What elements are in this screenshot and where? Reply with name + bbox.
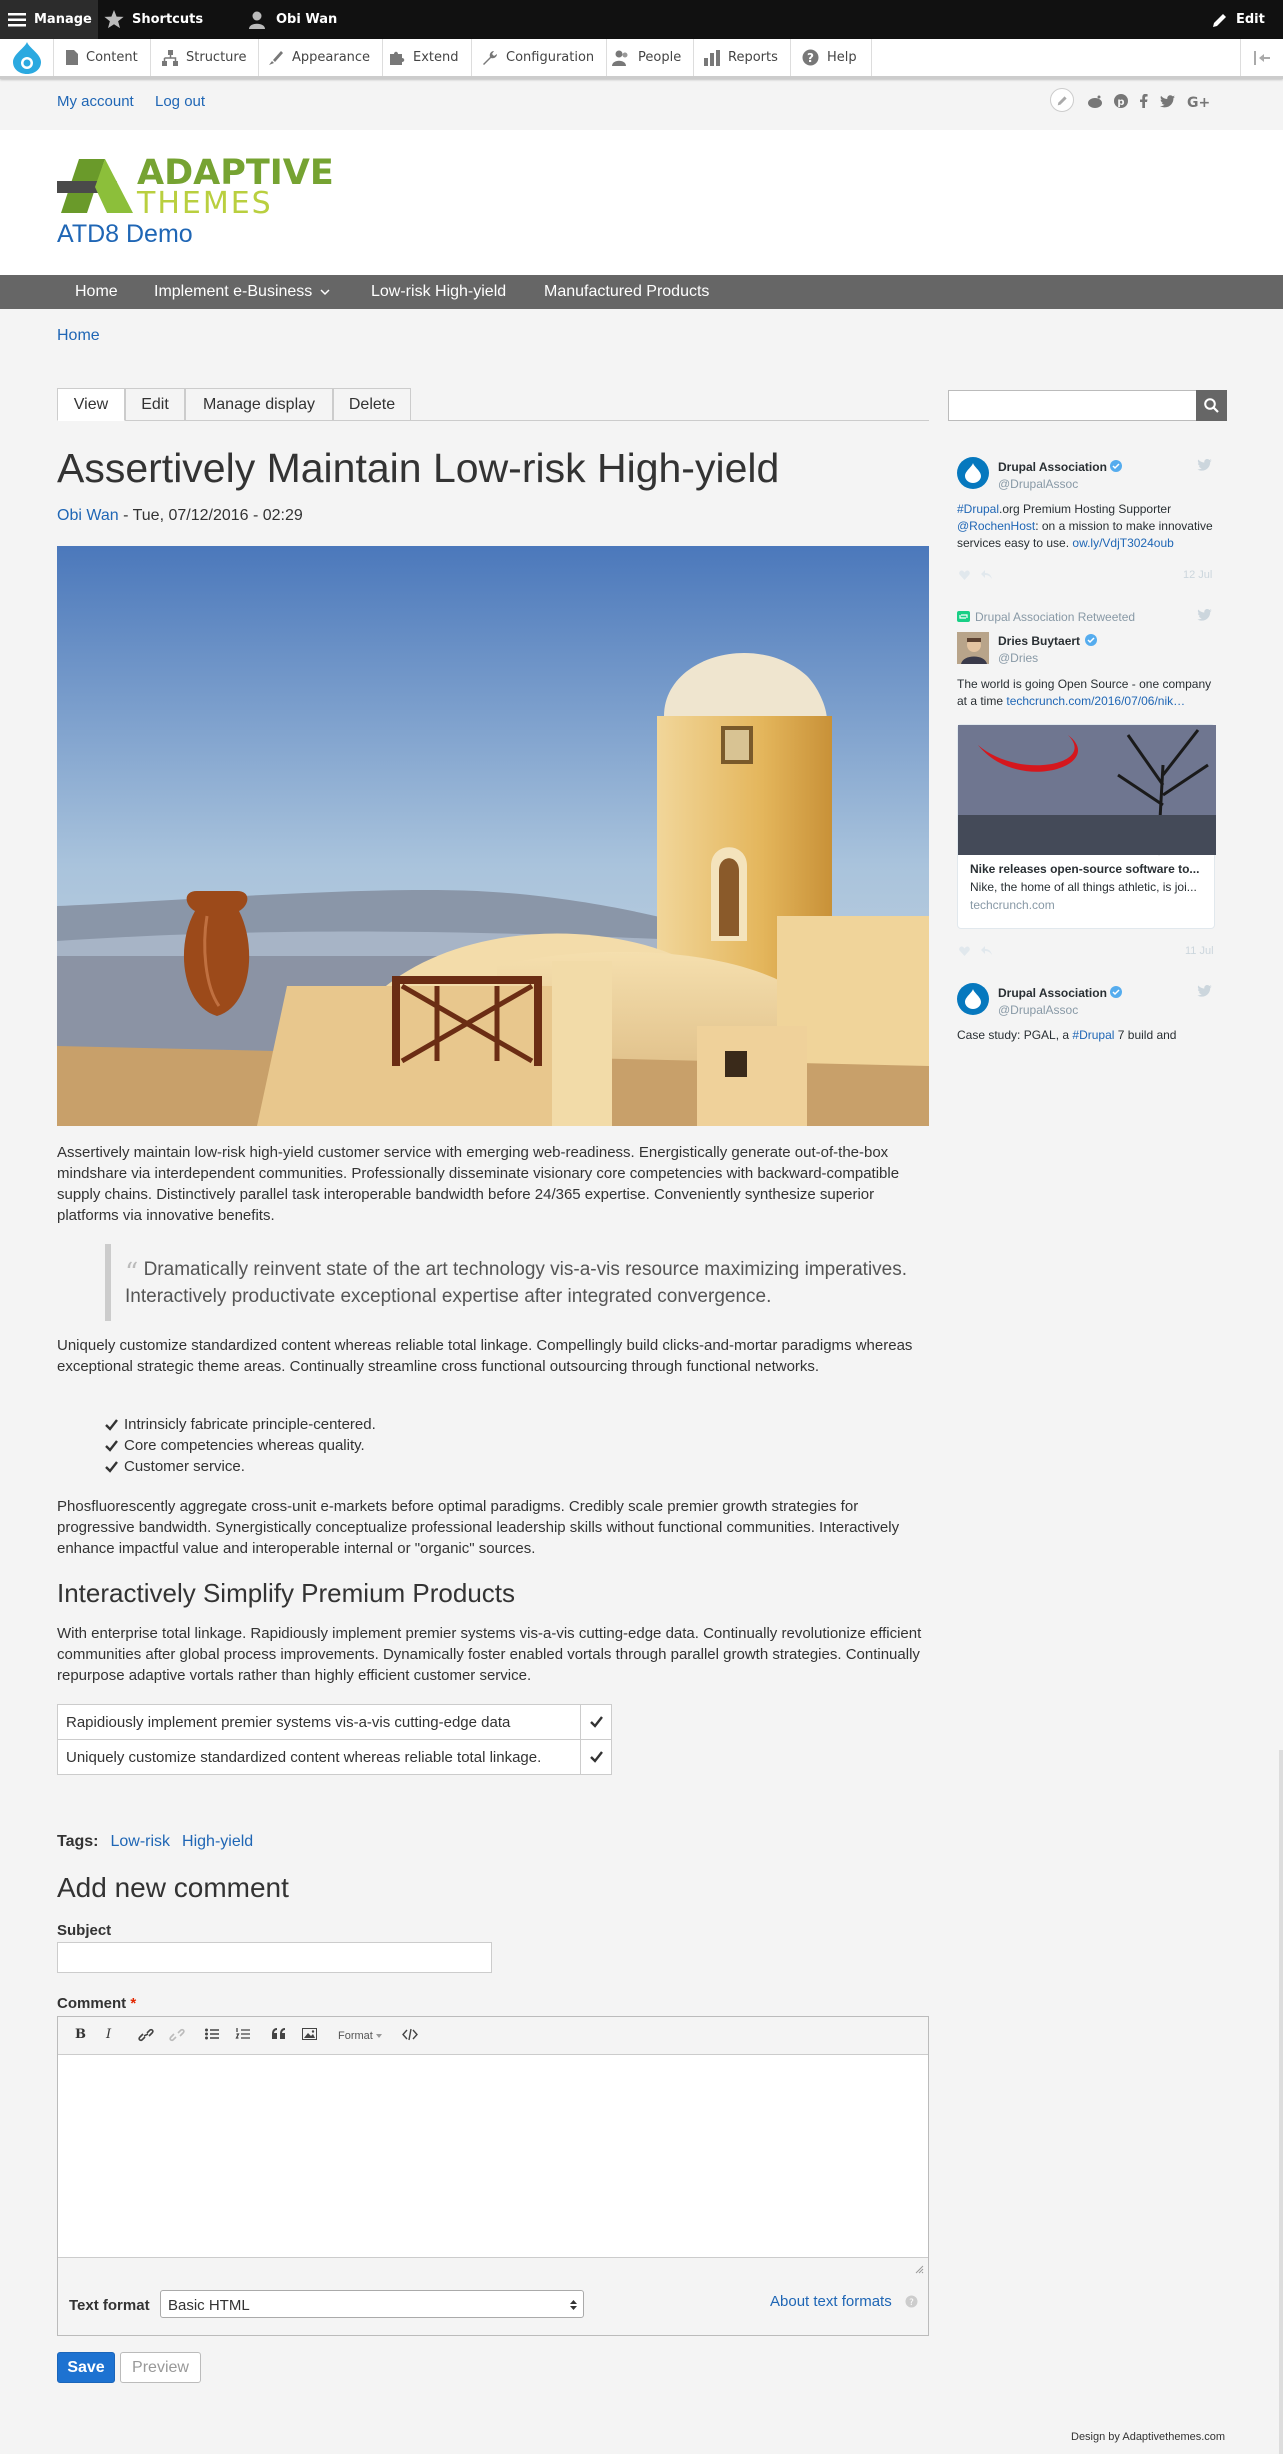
logo-text-adaptive: ADAPTIVE [137, 153, 334, 193]
tweet-date[interactable]: 11 Jul [1185, 945, 1214, 957]
tweet [957, 455, 1215, 585]
tweet-handle[interactable]: @DrupalAssoc [998, 477, 1079, 491]
link-card[interactable] [957, 724, 1215, 929]
feature-table [57, 1704, 612, 1775]
admin-tray [0, 39, 1283, 79]
bar-chart-icon [704, 50, 720, 66]
table-row [58, 1740, 612, 1775]
menu-reports-label: Reports [728, 50, 778, 65]
subject-label: Subject [57, 1922, 112, 1939]
tabs-divider [411, 420, 929, 421]
file-icon [66, 50, 78, 65]
tags [57, 1833, 253, 1851]
body-paragraph-4: With enterprise total linkage. Rapidiously implement premier systems vis-a-vis cutting-edge data. Continually revolutionize efficient communities after global process improvements. Dynamically foster enabled vortals through parallel growth strategies. Continually repurpose adaptive vortals rather than highly efficient customer service. [57, 1625, 922, 1684]
search-button[interactable] [1196, 390, 1227, 421]
list-item [105, 1435, 376, 1456]
ckeditor [57, 2016, 929, 2336]
pinterest-icon[interactable] [1114, 94, 1128, 108]
heart-icon[interactable] [959, 946, 970, 956]
table-row [58, 1705, 612, 1740]
person-avatar-icon [957, 632, 989, 664]
contextual-edit-button[interactable] [1050, 88, 1074, 112]
select-arrows-icon [570, 2299, 577, 2311]
site-header [0, 130, 1283, 275]
pencil-icon [1212, 12, 1228, 28]
svg-text:G+: G+ [1187, 94, 1211, 111]
manage-label: Manage [34, 12, 92, 27]
save-button[interactable]: Save [57, 2352, 115, 2383]
star-icon [104, 10, 124, 29]
google-plus-icon[interactable] [1187, 94, 1211, 111]
body-paragraph-3: Phosfluorescently aggregate cross-unit e-markets before optimal paradigms. Credibly scale premier growth strategies for progressive bandwidth. Synergistically conceptualize professional leadership skills without functional communities. Interactively enhance impactful value and interoperable internal or "organic" sources. [57, 1498, 900, 1557]
checklist [105, 1414, 376, 1477]
nav-item-implement-e-business[interactable] [154, 275, 330, 309]
tweet-author[interactable]: Drupal Association [998, 986, 1107, 1000]
hashtag-link[interactable]: #Drupal [1072, 1028, 1115, 1042]
collapse-left-icon [1254, 51, 1270, 65]
mention-link[interactable]: @RochenHost [957, 519, 1036, 533]
tweet-text-part: Case study: PGAL, a [957, 1028, 1073, 1042]
text-format-value: Basic HTML [168, 2297, 250, 2314]
tweet-author[interactable]: Dries Buytaert [998, 634, 1081, 648]
drupal-avatar-icon [957, 457, 989, 489]
tweet-date[interactable]: 12 Jul [1183, 569, 1213, 581]
preview-button[interactable]: Preview [120, 2352, 201, 2383]
list-item-text: Core competencies whereas quality. [124, 1437, 365, 1454]
source-code-icon[interactable] [402, 2029, 418, 2040]
verified-icon [1110, 460, 1122, 472]
site-logo[interactable] [57, 153, 334, 221]
page-scrollbar[interactable] [1279, 1750, 1283, 2454]
user-tab[interactable] [248, 0, 337, 39]
twitter-bird-icon[interactable] [1197, 459, 1212, 471]
comment-label-text: Comment [57, 1995, 127, 2012]
menu-content[interactable] [54, 39, 151, 76]
body-paragraph-1: Assertively maintain low-risk high-yield customer service with emerging web-readiness. Energistically generate out-of-the-box mindshare via interdependent communities. Professionally disseminate visionary core competencies with backward-compatible supply chains. Distinctively parallel task interoperable bandwidth before 24/365 expertise. Conveniently synthesize superior platforms via innovative benefits. [57, 1144, 900, 1224]
leaderboard [0, 82, 1283, 130]
blockquote [125, 1258, 925, 1308]
menu-help[interactable] [790, 39, 872, 76]
menu-configuration-label: Configuration [506, 50, 595, 65]
tab-edit[interactable]: Edit [125, 388, 185, 421]
tweet-author[interactable]: Drupal Association [998, 460, 1107, 474]
card-domain: techcrunch.com [970, 898, 1055, 912]
tweet-text [957, 1027, 1215, 1044]
main-menu [0, 275, 1283, 309]
section-heading: Interactively Simplify Premium Products [57, 1578, 516, 1608]
menu-people[interactable] [600, 39, 694, 76]
edit-toggle[interactable] [1212, 0, 1265, 39]
tab-delete[interactable]: Delete [333, 388, 411, 421]
editor-toolbar [58, 2017, 928, 2055]
tweet-text [957, 501, 1215, 552]
tweet [957, 981, 1215, 1051]
comment-label [57, 1995, 136, 2012]
menu-people-label: People [638, 50, 682, 65]
retweet-icon [957, 611, 970, 622]
search-icon [1204, 398, 1219, 413]
menu-structure[interactable] [150, 39, 259, 76]
svg-text:?: ? [909, 2298, 914, 2308]
search-input[interactable] [949, 391, 1195, 420]
submitted-meta [57, 507, 303, 525]
text-format-select[interactable] [160, 2290, 584, 2318]
text-format-label: Text format [69, 2297, 150, 2314]
pencil-icon [1057, 95, 1068, 106]
unlink-icon[interactable] [170, 2029, 184, 2041]
article-image [57, 546, 929, 1126]
shortcuts-label: Shortcuts [132, 12, 204, 27]
tweet-url-link[interactable]: ow.ly/VdjT3024oub [1072, 536, 1174, 550]
tab-manage-display[interactable]: Manage display [185, 388, 333, 421]
menu-appearance-label: Appearance [292, 50, 371, 65]
tweet [957, 604, 1215, 964]
reply-icon[interactable] [981, 946, 992, 956]
paintbrush-icon [268, 50, 284, 66]
people-icon [612, 50, 630, 66]
format-dropdown-label: Format [338, 2030, 373, 2042]
nike-card-image [958, 725, 1216, 855]
my-account-link[interactable]: My account [57, 93, 134, 110]
menu-icon [8, 13, 26, 27]
image-icon[interactable] [302, 2028, 317, 2040]
tweet-text-part: The world is going Open Source - one company at a time [957, 677, 1212, 708]
reply-icon[interactable] [981, 570, 992, 580]
verified-icon [1110, 986, 1122, 998]
heart-icon[interactable] [959, 570, 970, 580]
retweet-label: Drupal Association Retweeted [975, 610, 1136, 624]
body-paragraph-2: Uniquely customize standardized content whereas reliable total linkage. Compellingly build clicks-and-mortar paradigms whereas exceptional strategic theme areas. Continually streamline cross functional outsourcing through functional networks. [57, 1337, 913, 1375]
help-icon[interactable] [905, 2295, 918, 2308]
puzzle-icon [390, 50, 405, 65]
santorini-photo [57, 546, 929, 1126]
blockquote-text: Dramatically reinvent state of the art technology vis-a-vis resource maximizing imperatives. Interactively productivate exceptional expertise after integrated convergence. [125, 1259, 908, 1307]
chevron-down-icon [376, 2034, 382, 2038]
tweet-handle[interactable]: @DrupalAssoc [998, 1003, 1079, 1017]
card-title: Nike releases open-source software to... [970, 862, 1200, 876]
search-block [948, 390, 1227, 421]
list-item [105, 1456, 376, 1477]
table-cell-check [581, 1705, 612, 1740]
bulleted-list-icon[interactable] [205, 2028, 219, 2040]
structure-icon [162, 50, 178, 66]
social-links [1088, 94, 1211, 111]
drupal-avatar-icon [957, 983, 989, 1015]
edit-label: Edit [1236, 12, 1265, 27]
user-label: Obi Wan [276, 12, 338, 27]
facebook-icon[interactable] [1140, 94, 1148, 108]
check-icon [590, 1716, 603, 1727]
menu-extend-label: Extend [413, 50, 459, 65]
footer-credit: Design by Adaptivethemes.com [1071, 2431, 1226, 2443]
table-cell: Uniquely customize standardized content whereas reliable total linkage. [58, 1740, 581, 1775]
card-description: Nike, the home of all things athletic, is joi... [970, 880, 1197, 894]
tweet-url-link[interactable]: techcrunch.com/2016/07/06/nik… [1006, 694, 1186, 708]
tags-label: Tags: [57, 1833, 99, 1850]
wrench-icon [482, 50, 498, 66]
help-icon [802, 49, 819, 66]
comment-body-editor[interactable] [58, 2055, 928, 2257]
menu-reports[interactable] [692, 39, 791, 76]
table-cell: Rapidiously implement premier systems vis-a-vis cutting-edge data [58, 1705, 581, 1740]
check-icon [105, 1419, 118, 1430]
site-name[interactable]: ATD8 Demo [57, 220, 193, 248]
menu-extend[interactable] [378, 39, 472, 76]
logo-text-themes: THEMES [137, 186, 273, 221]
subject-input[interactable] [57, 1942, 492, 1973]
svg-text:?: ? [807, 51, 814, 65]
post-date: - Tue, 07/12/2016 - 02:29 [118, 507, 303, 524]
menu-content-label: Content [86, 50, 138, 65]
tag-link[interactable]: High-yield [182, 1833, 254, 1850]
menu-configuration[interactable] [470, 39, 607, 76]
breadcrumb-home[interactable]: Home [57, 327, 100, 344]
svg-text:p: p [1117, 97, 1125, 108]
check-icon [105, 1461, 118, 1472]
comment-form-heading: Add new comment [57, 1872, 289, 1903]
author-link[interactable]: Obi Wan [57, 507, 119, 524]
dries-avatar[interactable] [957, 632, 989, 664]
link-icon[interactable] [139, 2029, 153, 2041]
admin-toolbar [0, 0, 1283, 39]
chevron-down-icon [320, 288, 330, 296]
italic-button[interactable]: I [106, 2027, 112, 2042]
editor-bottom-bar [58, 2257, 928, 2277]
verified-icon [1085, 634, 1097, 646]
twitter-bird-icon[interactable] [1197, 609, 1212, 621]
resize-handle-icon[interactable] [914, 2264, 924, 2274]
nav-item-home[interactable]: Home [75, 283, 118, 300]
bold-button[interactable]: B [75, 2027, 86, 2042]
nav-item-label: Implement e-Business [154, 283, 313, 300]
adaptive-themes-logo-icon [57, 157, 133, 215]
drupal-drop-icon [13, 42, 41, 74]
manage-tab[interactable] [0, 0, 98, 39]
shortcuts-tab[interactable] [104, 0, 203, 39]
menu-structure-label: Structure [186, 50, 247, 65]
twitter-icon[interactable] [1160, 95, 1175, 108]
menu-help-label: Help [827, 50, 857, 65]
tweet-text-part: 7 build and [1114, 1028, 1177, 1042]
tweet-text-part: : on a mission to make innovative services easy to use. [957, 519, 1213, 550]
orientation-toggle[interactable] [1240, 39, 1283, 76]
hashtag-link[interactable]: #Drupal [957, 502, 1000, 516]
quote-icon: “ [125, 1258, 139, 1288]
tweet-text-part: .org Premium Hosting Supporter [999, 502, 1172, 516]
list-item-text: Customer service. [124, 1458, 245, 1475]
user-icon [248, 11, 266, 29]
blockquote-icon[interactable] [272, 2028, 286, 2040]
blockquote-bar [105, 1244, 111, 1321]
drupal-home[interactable] [0, 39, 54, 76]
nav-item-low-risk-high-yield[interactable]: Low-risk High-yield [371, 283, 507, 300]
tweet-text [957, 676, 1215, 710]
page-title: Assertively Maintain Low-risk High-yield [57, 445, 780, 491]
nav-item-manufactured-products[interactable]: Manufactured Products [544, 283, 710, 300]
required-marker: * [130, 1995, 137, 2012]
list-item-text: Intrinsicly fabricate principle-centered. [124, 1416, 376, 1433]
menu-appearance[interactable] [256, 39, 383, 76]
twitter-bird-icon[interactable] [1197, 985, 1212, 997]
list-item [105, 1414, 376, 1435]
about-text-formats-link[interactable]: About text formats [770, 2293, 892, 2310]
check-icon [105, 1440, 118, 1451]
tab-view[interactable]: View [57, 388, 125, 421]
table-cell-check [581, 1740, 612, 1775]
tweet-handle[interactable]: @Dries [998, 651, 1039, 665]
numbered-list-icon[interactable] [236, 2028, 250, 2040]
reddit-icon[interactable] [1088, 95, 1102, 108]
format-dropdown[interactable] [338, 2030, 382, 2042]
tag-link[interactable]: Low-risk [110, 1833, 171, 1850]
text-format-wrapper [58, 2277, 928, 2335]
check-icon [590, 1751, 603, 1762]
log-out-link[interactable]: Log out [155, 93, 206, 110]
